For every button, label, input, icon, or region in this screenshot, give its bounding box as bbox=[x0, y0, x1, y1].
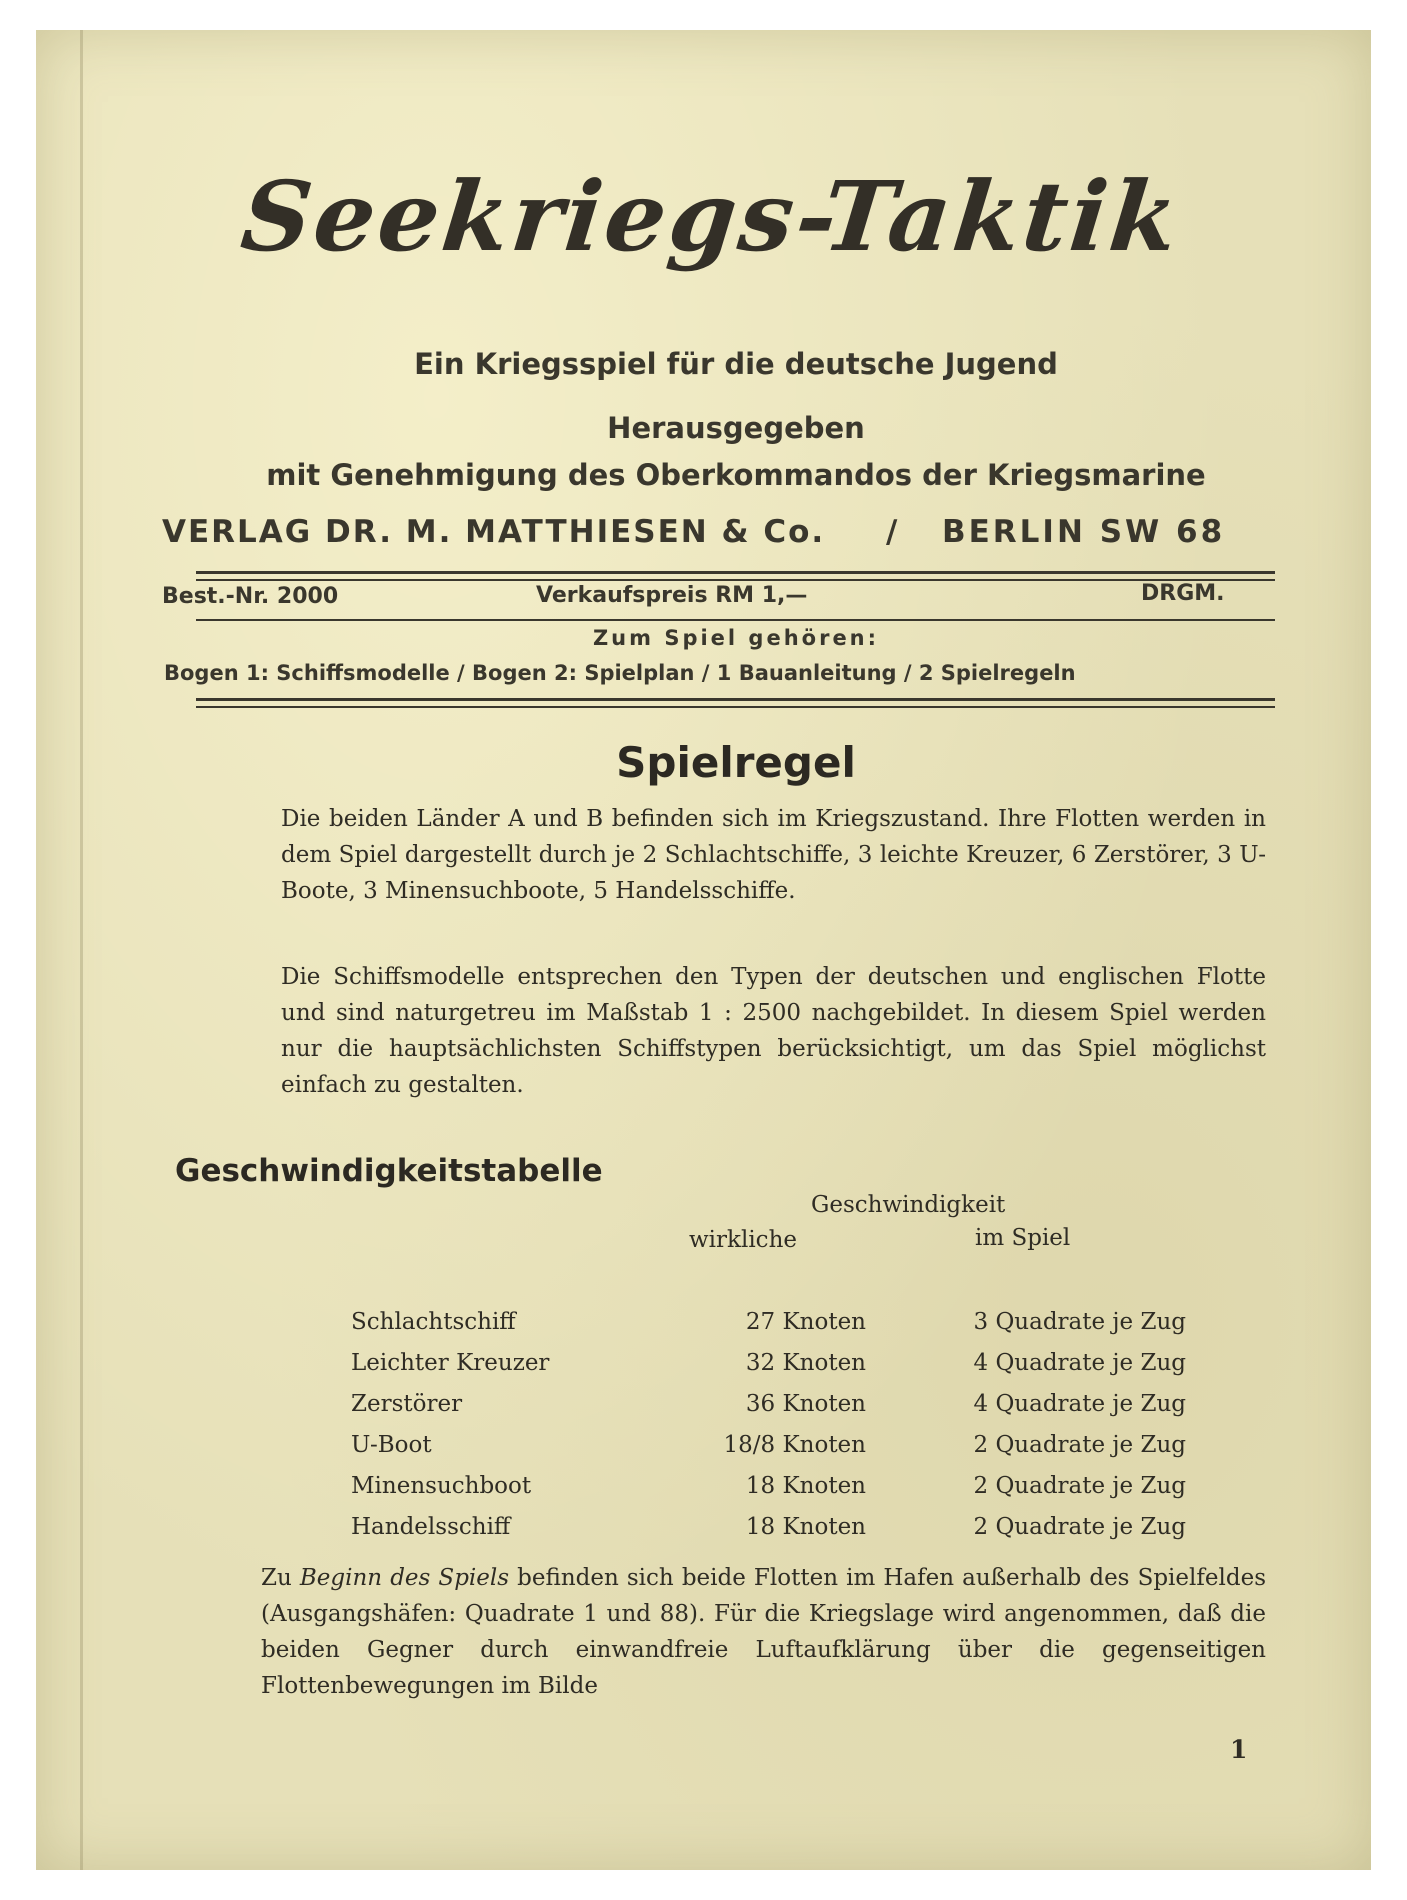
game-speed: 3 Quadrate je Zug bbox=[973, 1308, 1186, 1335]
real-speed: 18/8 Knoten bbox=[723, 1431, 866, 1458]
order-number: Best.-Nr. 2000 bbox=[162, 584, 339, 609]
table-row bbox=[336, 1342, 1186, 1383]
publisher-city: BERLIN SW 68 bbox=[942, 514, 1226, 550]
real-speed: 36 Knoten bbox=[745, 1390, 866, 1417]
closing-emphasis: Beginn des Spiels bbox=[299, 1565, 510, 1591]
rule-bottom-inner bbox=[196, 706, 1275, 708]
issued-line-2: mit Genehmigung des Oberkommandos der Kriegsmarine bbox=[266, 458, 1206, 492]
price: Verkaufspreis RM 1,— bbox=[536, 583, 808, 608]
table-row bbox=[336, 1465, 1186, 1506]
game-speed: 4 Quadrate je Zug bbox=[973, 1390, 1186, 1417]
real-speed: 18 Knoten bbox=[745, 1513, 866, 1540]
rule-top-inner bbox=[196, 579, 1275, 581]
ship-name: Schlachtschiff bbox=[351, 1308, 516, 1335]
closing-paragraph bbox=[261, 1560, 1266, 1704]
ship-name: U-Boot bbox=[351, 1431, 432, 1458]
game-speed: 2 Quadrate je Zug bbox=[973, 1472, 1186, 1499]
col-game-header: im Spiel bbox=[975, 1225, 1071, 1251]
real-speed: 18 Knoten bbox=[745, 1472, 866, 1499]
contents-items: Bogen 1: Schiffsmodelle / Bogen 2: Spielplan / 1 Bauanleitung / 2 Spielregeln bbox=[164, 661, 1076, 685]
real-speed: 32 Knoten bbox=[745, 1349, 866, 1376]
publisher: VERLAG DR. M. MATTHIESEN & Co. bbox=[162, 514, 826, 550]
ship-name: Leichter Kreuzer bbox=[351, 1349, 550, 1376]
rules-paragraph-2: Die Schiffsmodelle entsprechen den Typen der deutschen und englischen Flotte und sind naturgetreu im Maßstab 1 : 2500 nachgebildet. In diesem Spiel werden nur die hauptsächlichsten Schiffstypen berücksichtigt, um das Spiel möglichst einfach zu gestalten. bbox=[281, 964, 1266, 1098]
rule-bottom bbox=[196, 698, 1275, 701]
game-speed: 2 Quadrate je Zug bbox=[973, 1431, 1186, 1458]
page-number: 1 bbox=[1230, 1735, 1248, 1764]
rule-middle bbox=[196, 619, 1275, 621]
rules-heading: Spielregel bbox=[616, 738, 856, 787]
document-page bbox=[36, 30, 1371, 1870]
game-speed: 4 Quadrate je Zug bbox=[973, 1349, 1186, 1376]
publisher-separator: / bbox=[886, 514, 898, 550]
ship-name: Zerstörer bbox=[351, 1390, 463, 1417]
real-speed: 27 Knoten bbox=[745, 1308, 866, 1335]
patent-mark: DRGM. bbox=[1141, 581, 1225, 606]
brush-title: Seekriegs-Taktik bbox=[236, 160, 1186, 273]
contents-heading: Zum Spiel gehören: bbox=[592, 626, 880, 650]
issued-line-1: Herausgegeben bbox=[607, 411, 865, 445]
subtitle: Ein Kriegsspiel für die deutsche Jugend bbox=[414, 347, 1058, 381]
col-real-header: wirkliche bbox=[689, 1227, 797, 1253]
table-row bbox=[336, 1383, 1186, 1424]
table-row bbox=[336, 1301, 1186, 1342]
table-row bbox=[336, 1506, 1186, 1547]
closing-rest: befinden sich beide Flotten im Hafen außerhalb des Spielfeldes (Ausgangshäfen: Quadrate 1 und 88). Für die Kriegslage wird angenommen, daß die beiden Gegner durch einwandfreie Luftaufklärung über die gegenseitigen Flottenbewegungen im Bilde bbox=[261, 1565, 1266, 1699]
speed-table bbox=[336, 1301, 1186, 1547]
closing-lead: Zu bbox=[261, 1565, 292, 1591]
speed-group-header: Geschwindigkeit bbox=[811, 1192, 1006, 1218]
game-speed: 2 Quadrate je Zug bbox=[973, 1513, 1186, 1540]
ship-name: Minensuchboot bbox=[351, 1472, 532, 1499]
speed-table-heading: Geschwindigkeitstabelle bbox=[175, 1153, 603, 1189]
rule-top bbox=[196, 571, 1275, 574]
rules-paragraph-1: Die beiden Länder A und B befinden sich im Kriegszustand. Ihre Flotten werden in dem Spiel dargestellt durch je 2 Schlachtschiffe, 3 leichte Kreuzer, 6 Zerstörer, 3 U-Boote, 3 Minensuchboote, 5 Handelsschiffe. bbox=[281, 806, 1266, 904]
ship-name: Handelsschiff bbox=[351, 1513, 511, 1540]
page-fold bbox=[80, 30, 83, 1870]
table-row bbox=[336, 1424, 1186, 1465]
